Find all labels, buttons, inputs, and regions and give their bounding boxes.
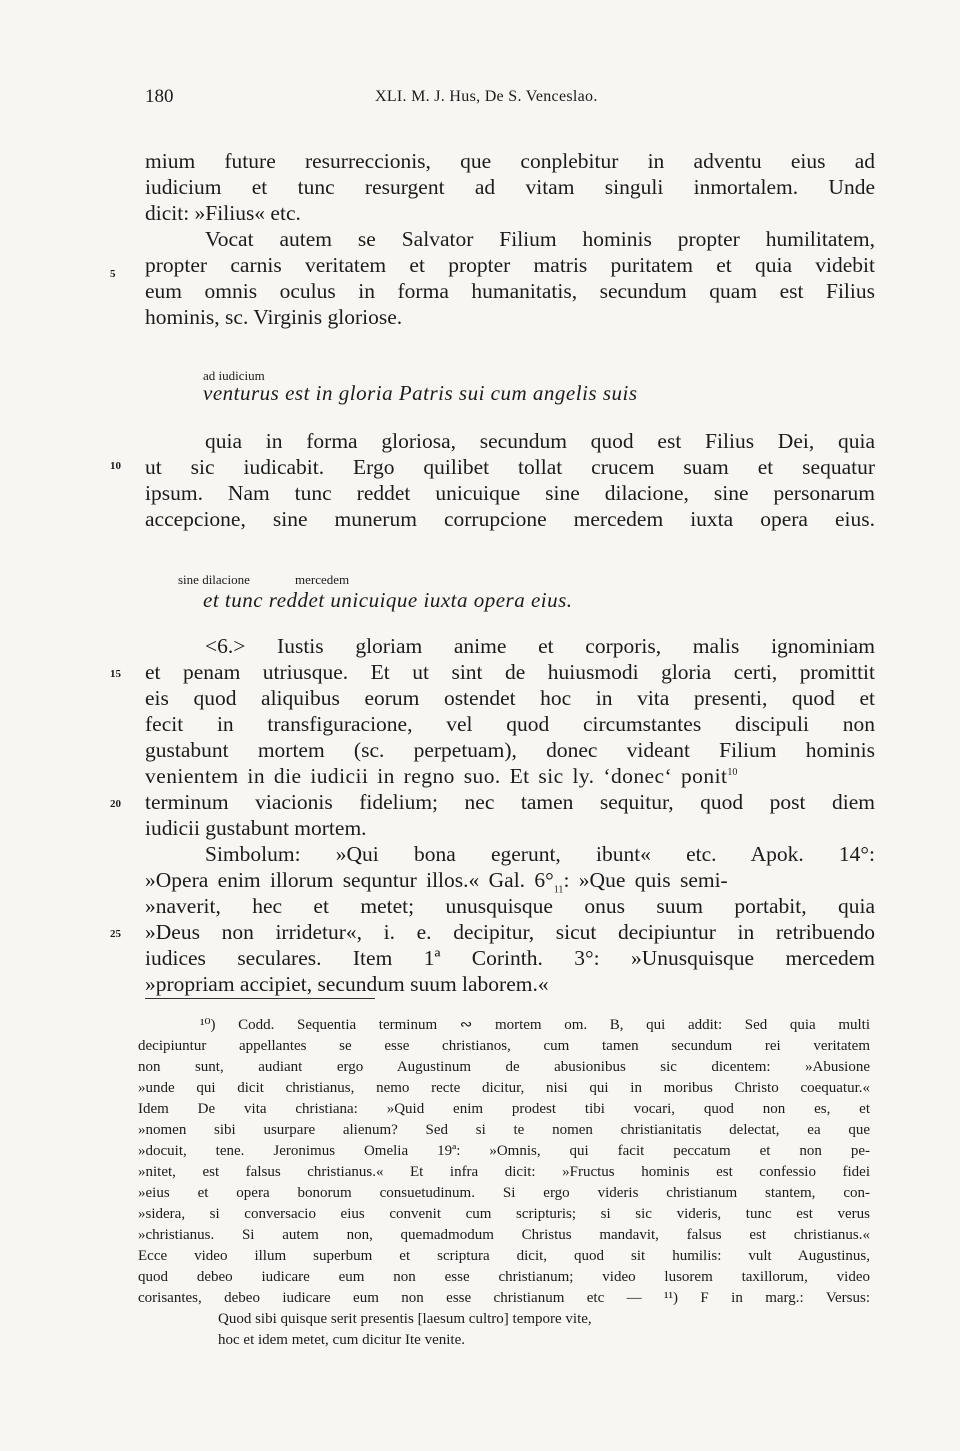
footnote-line: »docuit, tene. Jeronimus Omelia 19ª: »Omnis, qui facit peccatum et non pe- (138, 1143, 870, 1159)
text-line: eis quod aliquibus eorum ostendet hoc in vita presenti, quod et (145, 686, 875, 710)
text-line: dicit: »Filius« etc. (145, 201, 301, 225)
footnote-line: Idem De vita christiana: »Quid enim prodest tibi vocari, quod non es, et (138, 1101, 870, 1117)
footnote-rule (145, 998, 375, 999)
footnote-line: Ecce video illum superbum et scriptura dicit, quod sit humilis: vult Augustinus, (138, 1248, 870, 1264)
text-line: quia in forma gloriosa, secundum quod est Filius Dei, quia (205, 429, 875, 453)
text-line: ut sic iudicabit. Ergo quilibet tollat crucem suam et sequatur (145, 455, 875, 479)
interlinear-gloss: mercedem (295, 572, 350, 587)
text-line: propter carnis veritatem et propter matris puritatem et quia videbit (145, 253, 875, 277)
text-line: »propriam accipiet, secundum suum laborem.« (145, 972, 549, 996)
page-header (145, 86, 875, 110)
footnote-line: »nitet, est falsus christianus.« Et infra dicit: »Fructus hominis est confessio fidei (138, 1164, 870, 1180)
text-line: fecit in transfiguracione, vel quod circumstantes discipuli non (145, 712, 875, 736)
text-line: iudicium et tunc resurgent ad vitam singuli inmortalem. Unde (145, 175, 875, 199)
page-number: 180 (145, 86, 174, 107)
footnote-line: »eius et opera bonorum consuetudinum. Si ergo videris christianum stantem, con- (138, 1185, 870, 1201)
interlinear-gloss: ad iudicium (203, 368, 265, 383)
text-line: eum omnis oculus in forma humanitatis, secundum quam est Filius (145, 279, 875, 303)
line-number: 5 (110, 268, 116, 280)
line-text: venientem in die iudicii in regno suo. Et sic ly. ‘donec‘ ponit (145, 764, 728, 788)
text-line: iudices seculares. Item 1ª Corinth. 3°: »Unusquisque mercedem (145, 946, 875, 970)
text-line: ipsum. Nam tunc reddet unicuique sine dilacione, sine personarum (145, 481, 875, 505)
text-line: Vocat autem se Salvator Filium hominis propter humilitatem, (205, 227, 875, 251)
footnote-line: non sunt, audiant ergo Augustinum de abusionibus sic dicentem: »Abusione (138, 1059, 870, 1075)
line-text: : »Que quis semi- (563, 868, 728, 892)
text-line: terminum viacionis fidelium; nec tamen sequitur, quod post diem (145, 790, 875, 814)
text-line (145, 867, 875, 896)
footnote-line: decipiuntur appellantes se esse christianos, cum tamen secundum rei veritatem (138, 1038, 870, 1054)
running-title: XLI. M. J. Hus, De S. Venceslao. (375, 88, 598, 105)
footnote-line: »sidera, si conversacio eius convenit cum scripturis; si sic videris, tunc est verus (138, 1206, 870, 1222)
scripture-lemma: et tunc reddet unicuique iuxta opera eius. (203, 588, 573, 612)
text-line: »Deus non irridetur«, i. e. decipitur, sicut decipiuntur in retribuendo (145, 920, 875, 944)
footnote-line: ¹⁰) Codd. Sequentia terminum ∾ mortem om. B, qui addit: Sed quia multi (200, 1017, 870, 1033)
footnote-line: quod debeo iudicare eum non esse christianum; video lusorem taxillorum, video (138, 1269, 870, 1285)
footnote-line: »unde qui dicit christianus, nemo recte dicitur, nisi qui in moribus Christo coequatur.« (138, 1080, 870, 1096)
interlinear-gloss: sine dilacione (178, 572, 250, 587)
footnote-line: corisantes, debeo iudicare eum non esse christianum etc — ¹¹) F in marg.: Versus: (138, 1290, 870, 1306)
text-line: mium future resurreccionis, que conplebitur in adventu eius ad (145, 149, 875, 173)
line-text: »Opera enim illorum sequntur illos.« Gal. 6° (145, 868, 554, 892)
footnote-marker: 11 (553, 884, 564, 896)
verse-line: hoc et idem metet, cum dicitur Ite venite. (218, 1332, 465, 1348)
line-number: 15 (110, 668, 121, 680)
line-number: 25 (110, 928, 121, 940)
footnote-marker: 10 (727, 766, 738, 778)
text-line: iudicii gustabunt mortem. (145, 816, 367, 840)
text-line: gustabunt mortem (sc. perpetuam), donec videant Filium hominis (145, 738, 875, 762)
footnote-line: »christianus. Si autem non, quemadmodum Christus mandavit, falsus est christianus.« (138, 1227, 870, 1243)
text-line: et penam utriusque. Et ut sint de huiusmodi gloria certi, promittit (145, 660, 875, 684)
text-line: »naverit, hec et metet; unusquisque onus suum portabit, quia (145, 894, 875, 918)
footnote-line: »nomen sibi usurpare alienum? Sed si te nomen christianitatis delectat, ea que (138, 1122, 870, 1138)
line-number: 20 (110, 798, 121, 810)
scripture-lemma: venturus est in gloria Patris sui cum angelis suis (203, 381, 638, 405)
text-line: Simbolum: »Qui bona egerunt, ibunt« etc. Apok. 14°: (205, 842, 875, 866)
verse-line: Quod sibi quisque serit presentis [laesum cultro] tempore vite, (218, 1311, 592, 1327)
text-line (145, 763, 875, 789)
text-line: <6.> Iustis gloriam anime et corporis, malis ignominiam (205, 634, 875, 658)
text-line: hominis, sc. Virginis gloriose. (145, 305, 403, 329)
text-line: accepcione, sine munerum corrupcione mercedem iuxta opera eius. (145, 507, 875, 531)
line-number: 10 (110, 460, 121, 472)
